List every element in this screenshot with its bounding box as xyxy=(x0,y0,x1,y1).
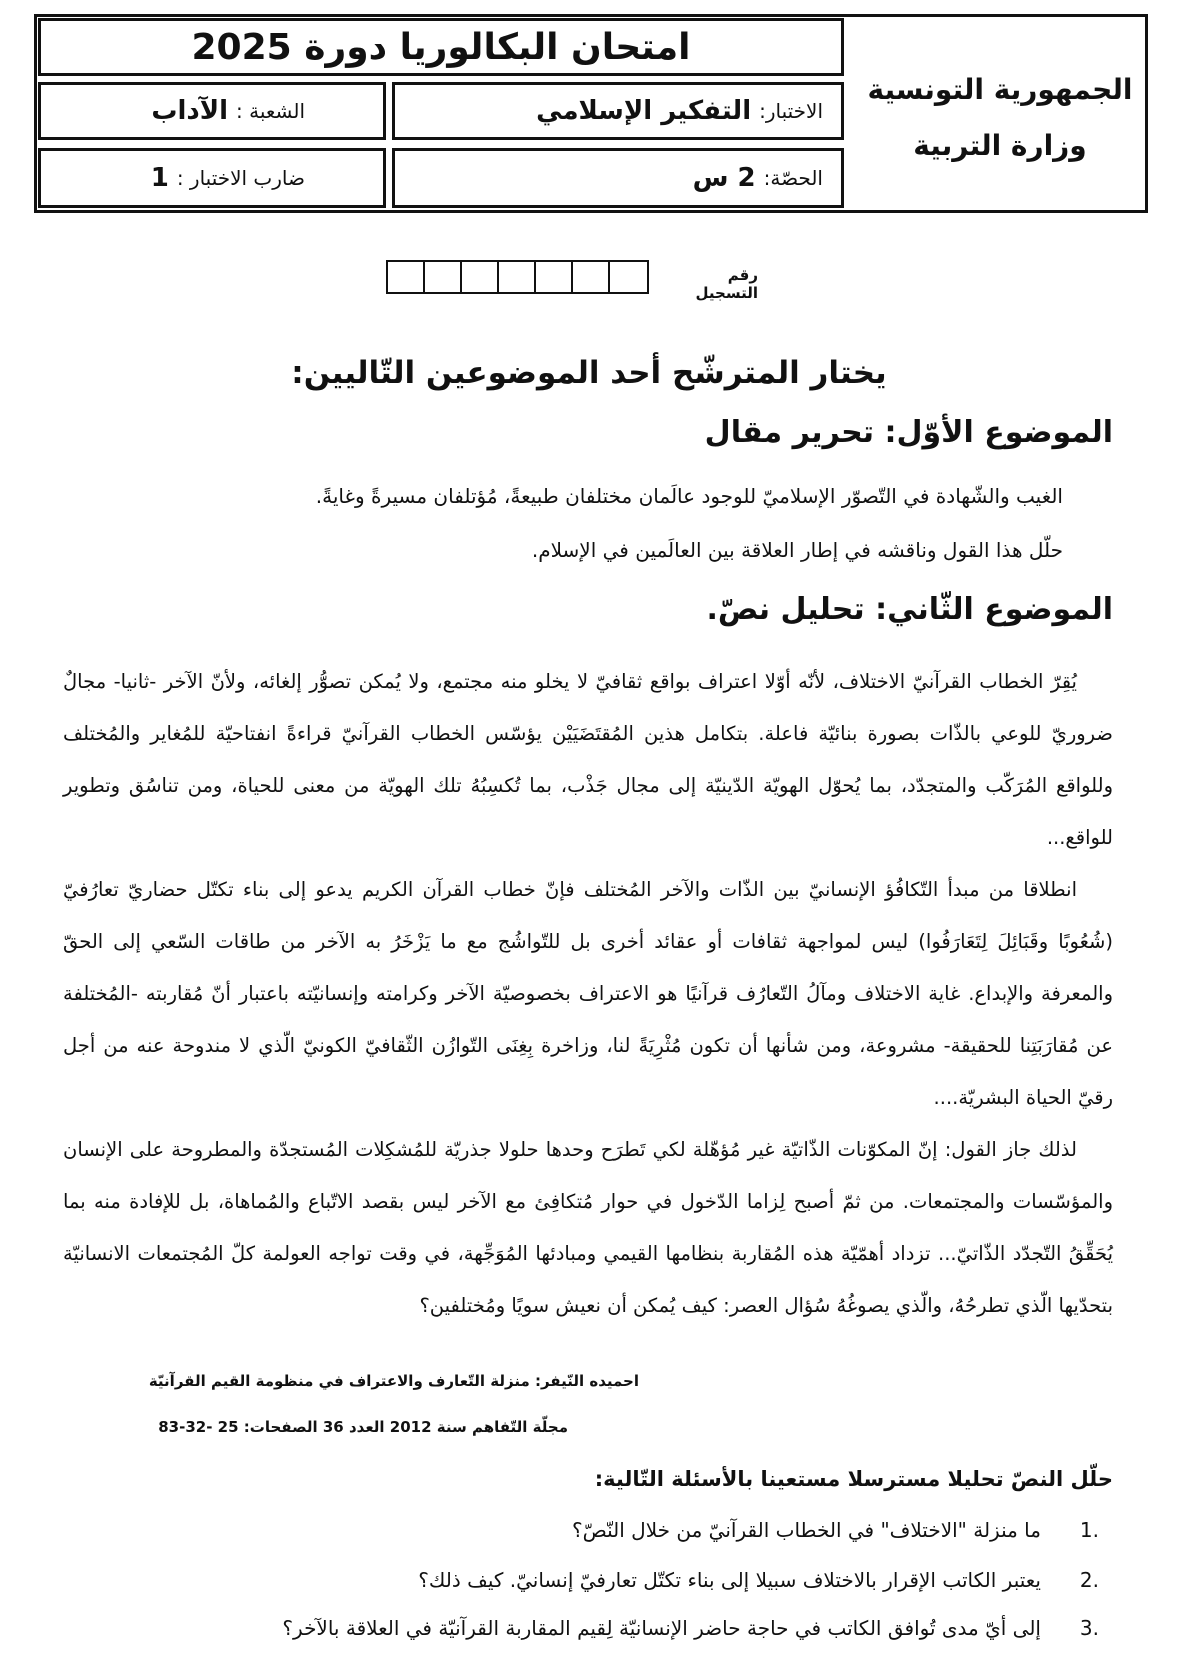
exam-title: امتحان البكالوريا دورة 2025 xyxy=(38,18,844,76)
question-item xyxy=(572,1518,1099,1542)
registration-boxes[interactable] xyxy=(386,260,649,294)
registration-digit-box[interactable] xyxy=(536,262,573,292)
question-text: يعتبر الكاتب الإقرار بالاختلاف سبيلا إلى بناء تكتّل تعارفيّ إنسانيّ. كيف ذلك؟ xyxy=(418,1568,1041,1592)
question-item xyxy=(418,1568,1099,1592)
registration-digit-box[interactable] xyxy=(499,262,536,292)
section-cell xyxy=(38,82,386,140)
registration-digit-box[interactable] xyxy=(388,262,425,292)
subject-value: التفكير الإسلامي xyxy=(536,96,752,126)
text-paragraph-2: انطلاقا من مبدأ التّكافُؤ الإنسانيّ بين الذّات والآخر المُختلف فإنّ خطاب القرآن الكريم يدعو إلى بناء تكتّل حضاريّ تعارُفيّ (شُعُوبًا وقَبَائِلَ لِتَعَارَفُوا) ليس لمواجهة ثقافات أو عقائد أخرى بل للتّواشُج مع ما يَزْخَرُ به الآخر من طاقات السّعي إلى الحقّ والمعرفة والإبداع. غاية الاختلاف ومآلُ التّعارُف قرآنيًا هو الاعتراف بخصوصيّة الآخر وكرامته وإنسانيّته باعتبار أنّ مُقاربته -المُختلفة عن مُقارَبَتِنا للحقيقة- مشروعة، ومن شأنها أن تكون مُثْرِيَةً لنا، وزاخرة بِغِنَى التّوازُن الثّقافيّ الكونيّ الّذي لا مندوحة عنه من أجل رقيّ الحياة البشريّة.... xyxy=(63,878,1113,1109)
topic2-title: الموضوع الثّاني: تحليل نصّ. xyxy=(706,592,1113,627)
source-author: احميده النّيفر: منزلة التّعارف والاعتراف في منظومة القيم القرآنيّة xyxy=(148,1372,639,1390)
section-label: الشعبة : xyxy=(236,99,305,123)
ministry-block xyxy=(856,62,1144,174)
question-text: إلى أيّ مدى تُوافق الكاتب في حاجة حاضر الإنسانيّة لِقيم المقاربة القرآنيّة في العلاقة بالآخر؟ xyxy=(282,1616,1041,1640)
question-text: ما منزلة "الاختلاف" في الخطاب القرآنيّ من خلال النّصّ؟ xyxy=(572,1518,1041,1542)
registration-digit-box[interactable] xyxy=(573,262,610,292)
question-number: 1. xyxy=(1079,1518,1099,1542)
topic1-statement: الغيب والشّهادة في التّصوّر الإسلاميّ للوجود عالَمان مختلفان طبيعةً، مُؤتلفان مسيرةً وغايةً. xyxy=(315,484,1063,508)
registration-digit-box[interactable] xyxy=(462,262,499,292)
question-item xyxy=(282,1616,1099,1640)
topic1-instruction: حلّل هذا القول وناقشه في إطار العلاقة بين العالَمين في الإسلام. xyxy=(531,538,1063,562)
registration-digit-box[interactable] xyxy=(610,262,647,292)
duration-cell xyxy=(392,148,844,208)
question-number: 2. xyxy=(1079,1568,1099,1592)
coefficient-value: 1 xyxy=(150,163,169,193)
source-journal: مجلّة التّفاهم سنة 2012 العدد 36 الصفحات: 25 -32-83 xyxy=(158,1418,568,1436)
registration-label: رقم التسجيل xyxy=(695,266,758,302)
coefficient-cell xyxy=(38,148,386,208)
subject-label: الاختبار: xyxy=(759,99,823,123)
section-value: الآداب xyxy=(151,96,228,126)
instructions: يختار المترشّح أحد الموضوعين التّاليين: xyxy=(291,355,887,391)
registration-digit-box[interactable] xyxy=(425,262,462,292)
questions-intro: حلّل النصّ تحليلا مسترسلا مستعينا بالأسئلة التّالية: xyxy=(594,1467,1113,1491)
topic1-title: الموضوع الأوّل: تحرير مقال xyxy=(704,415,1113,450)
republic-name: الجمهورية التونسية xyxy=(867,73,1133,106)
text-paragraph-1: يُقِرّ الخطاب القرآنيّ الاختلاف، لأنّه أوّلا اعتراف بواقع ثقافيّ لا يخلو منه مجتمع، ولا يُمكن تصوُّر إلغائه، ولأنّ الآخر -ثانيا- مجالٌ ضروريّ للوعي بالذّات بصورة بنائيّة فاعلة. بتكامل هذين المُقتَضَيَيْن يؤسّس الخطاب القرآنيّ قراءةً انفتاحيّة للمُغاير والمُختلف وللواقع المُرَكّب والمتجدّد، بما يُحوّل الهويّة الدّينيّة إلى مجال جَذْب، بما تُكسِبُهُ تلك الهويّة من معنى للحياة، ومن تناسُق وتطوير للواقع... xyxy=(63,670,1113,849)
duration-label: الحصّة: xyxy=(763,166,823,190)
text-paragraph-3: لذلك جاز القول: إنّ المكوّنات الذّاتيّة غير مُؤهّلة لكي تَطرَح وحدها حلولا جذريّة للمُشكِلات المُستجدّة والمطروحة على الإنسان والمؤسّسات والمجتمعات. من ثمّ أصبح لِزاما الدّخول في حوار مُتكافِئ مع الآخر ليس بقصد الاتّباع والمُماهاة، بل للإفادة منه بما يُحَقِّقُ التّجدّد الذّاتيّ... تزداد أهمّيّة هذه المُقاربة بنظامها القيمي ومبادئها المُوَجِّهة، في وقت تواجه العولمة كلّ المُجتمعات الانسانيّة بتحدّيها الّذي تطرحُهُ، والّذي يصوغُهُ سُؤال العصر: كيف يُمكن أن نعيش سويًا ومُختلفين؟ xyxy=(63,1138,1113,1317)
question-number: 3. xyxy=(1079,1616,1099,1640)
subject-cell xyxy=(392,82,844,140)
coefficient-label: ضارب الاختبار : xyxy=(176,166,305,190)
duration-value: 2 س xyxy=(692,163,756,193)
ministry-name: وزارة التربية xyxy=(913,129,1087,162)
